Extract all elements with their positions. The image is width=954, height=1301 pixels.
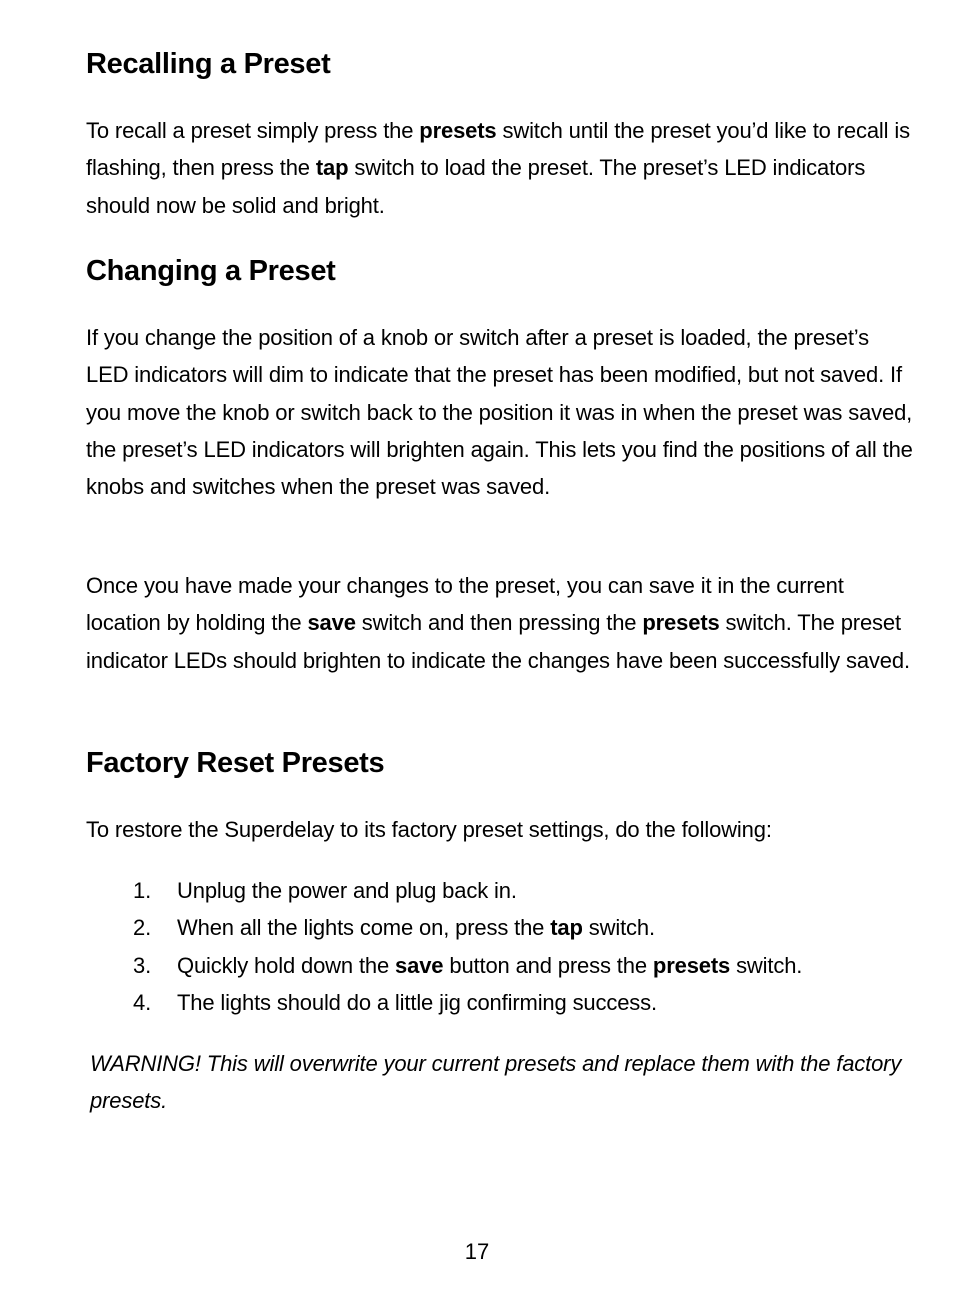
bold-term-presets: presets	[419, 118, 497, 143]
text-run: button and press the	[443, 952, 653, 978]
bold-term-tap: tap	[550, 915, 583, 941]
text-run: switch.	[730, 952, 803, 978]
text-run: The lights should do a little jig confirming success.	[177, 989, 657, 1015]
list-number: 4.	[133, 989, 152, 1015]
bold-term-save: save	[307, 610, 356, 636]
text-run: Unplug the power and plug back in.	[177, 878, 517, 903]
paragraph-change-1: If you change the position of a knob or switch after a preset is loaded, the preset’s LED indicators will dim to indicate that the preset has been modified, but not saved. If you move the knob or switch back to the position it was in when the preset was saved, the preset’s LED indicators will brighten again. This lets you find the positions of all the knobs and switches when the preset was saved.	[86, 325, 913, 500]
text-run: switch.	[582, 915, 655, 941]
heading-factory-reset-presets: Factory Reset Presets	[86, 747, 385, 779]
paragraph-change-2	[86, 567, 916, 679]
list-number: 2.	[133, 915, 152, 941]
bold-term-save: save	[395, 952, 444, 978]
text-run: switch to load the preset. The preset’s LED indicators should now be solid and bright.	[86, 155, 866, 218]
text-run: When all the lights come on, press the	[177, 915, 551, 941]
paragraph-recall	[86, 112, 916, 224]
text-run: Quickly hold down the	[177, 952, 396, 978]
heading-changing-a-preset: Changing a Preset	[86, 255, 336, 287]
factory-reset-steps	[86, 872, 916, 1021]
page-number: 17	[464, 1239, 490, 1264]
text-run: switch and then pressing the	[355, 610, 643, 636]
list-number: 3.	[133, 952, 152, 978]
text-run: switch until the preset you’d like to recall is flashing, then press the	[86, 118, 910, 181]
warning-note: WARNING! This will overwrite your current presets and replace them with the factory presets.	[90, 1051, 902, 1114]
paragraph-factory-intro: To restore the Superdelay to its factory preset settings, do the following:	[86, 817, 772, 842]
list-item	[86, 984, 916, 1021]
list-number: 1.	[133, 878, 152, 903]
bold-term-presets: presets	[652, 952, 731, 978]
text-run: Once you have made your changes to the preset, you can save it in the current location by holding the	[86, 573, 844, 636]
text-run: switch. The preset indicator LEDs should brighten to indicate the changes have been successfully saved.	[86, 610, 910, 673]
bold-term-tap: tap	[315, 155, 349, 181]
heading-recalling-a-preset: Recalling a Preset	[86, 48, 331, 80]
list-item	[86, 909, 916, 946]
list-item	[86, 947, 916, 984]
text-run: To recall a preset simply press the	[86, 118, 420, 143]
list-item	[86, 872, 916, 909]
bold-term-presets: presets	[642, 610, 720, 636]
